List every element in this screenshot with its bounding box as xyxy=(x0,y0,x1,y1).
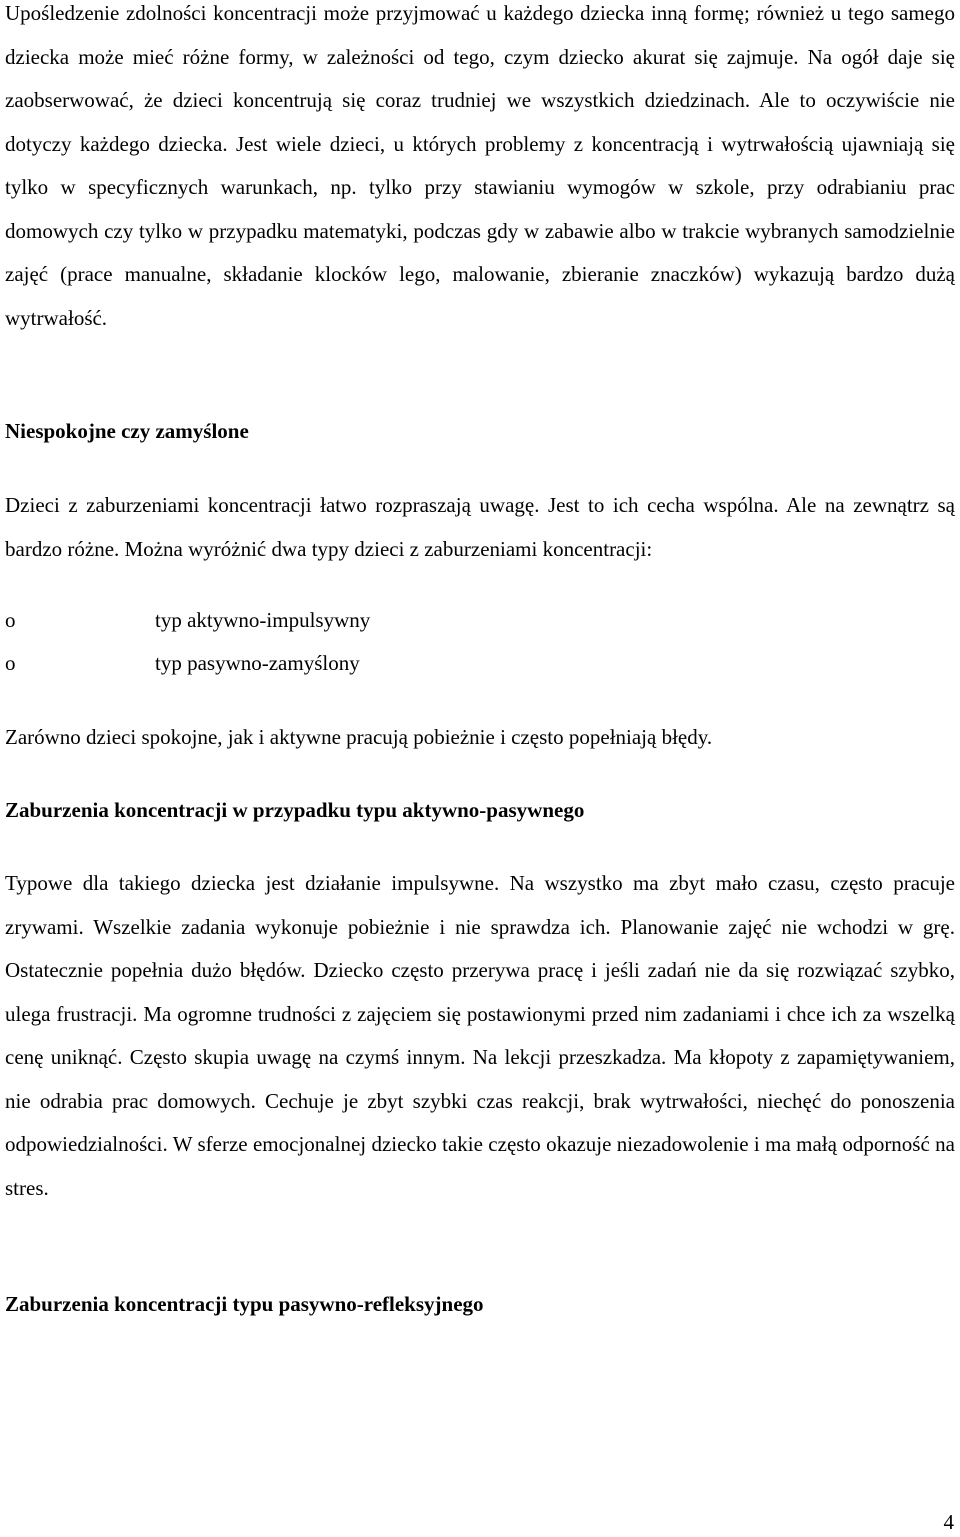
list-item-text: typ pasywno-zamyślony xyxy=(155,651,360,675)
child-types-list xyxy=(5,599,905,685)
bullet-marker: o xyxy=(5,608,16,632)
heading-active-passive-type: Zaburzenia koncentracji w przypadku typu aktywno-pasywnego xyxy=(5,798,585,822)
paragraph-impulsive-behaviour: Typowe dla takiego dziecka jest działanie impulsywne. Na wszystko ma zbyt mało czasu, często pracuje zrywami. Wszelkie zadania wykonuje pobieżnie i nie sprawdza ich. Planowanie zajęć nie wchodzi w grę. Ostatecznie popełnia dużo błędów. Dziecko często przerywa pracę i jeśli zadań nie da się rozwiązać szybko, ulega frustracji. Ma ogromne trudności z zajęciem się postawionymi przed nim zadaniami i chce ich za wszelką cenę uniknąć. Często skupia uwagę na czymś innym. Na lekcji przeszkadza. Ma kłopoty z zapamiętywaniem, nie odrabia prac domowych. Cechuje je zbyt szybki czas reakcji, brak wytrwałości, niechęć do ponoszenia odpowiedzialności. W sferze emocjonalnej dziecko takie często okazuje niezadowolenie i ma małą odporność na stres. xyxy=(5,871,955,1200)
list-item-text: typ aktywno-impulsywny xyxy=(155,608,371,632)
list-item xyxy=(5,599,905,642)
page-number: 4 xyxy=(943,1510,954,1534)
list-item xyxy=(5,642,905,685)
heading-restless-or-pensive: Niespokojne czy zamyślone xyxy=(5,419,249,443)
heading-passive-reflective-type: Zaburzenia koncentracji typu pasywno-refleksyjnego xyxy=(5,1292,484,1316)
paragraph-calm-and-active: Zarówno dzieci spokojne, jak i aktywne pracują pobieżnie i często popełniają błędy. xyxy=(5,725,713,749)
bullet-marker: o xyxy=(5,651,16,675)
paragraph-distracted-children: Dzieci z zaburzeniami koncentracji łatwo rozpraszają uwagę. Jest to ich cecha wspólna. Ale na zewnątrz są bardzo różne. Można wyróżnić dwa typy dzieci z zaburzeniami koncentracji: xyxy=(5,493,955,561)
paragraph-concentration-forms: Upośledzenie zdolności koncentracji może przyjmować u każdego dziecka inną formę; również u tego samego dziecka może mieć różne formy, w zależności od tego, czym dziecko akurat się zajmuje. Na ogół daje się zaobserwować, że dzieci koncentrują się coraz trudniej we wszystkich dziedzinach. Ale to oczywiście nie dotyczy każdego dziecka. Jest wiele dzieci, u których problemy z koncentracją i wytrwałością ujawniają się tylko w specyficznych warunkach, np. tylko przy stawianiu wymogów w szkole, przy odrabianiu prac domowych czy tylko w przypadku matematyki, podczas gdy w zabawie albo w trakcie wybranych samodzielnie zajęć (prace manualne, składanie klocków lego, malowanie, zbieranie znaczków) wykazują bardzo dużą wytrwałość. xyxy=(5,1,955,330)
